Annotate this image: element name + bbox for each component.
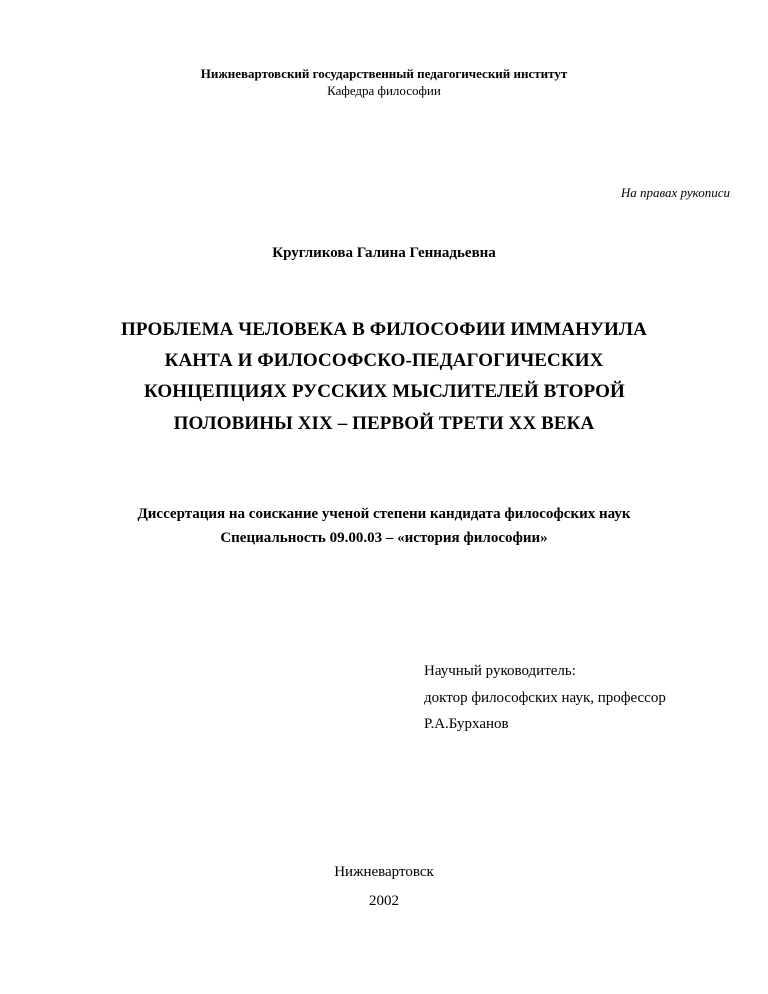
- specialty-statement: Специальность 09.00.03 – «история философии»: [220, 530, 548, 546]
- title-line: КАНТА И ФИЛОСОФСКО-ПЕДАГОГИЧЕСКИХ: [164, 350, 604, 371]
- city: Нижневартовск: [334, 864, 434, 880]
- department-name: Кафедра философии: [327, 83, 441, 98]
- author-name: Кругликова Галина Геннадьевна: [272, 245, 496, 261]
- degree-statement: Диссертация на соискание ученой степени кандидата философских наук: [137, 506, 631, 522]
- title-line: КОНЦЕПЦИЯХ РУССКИХ МЫСЛИТЕЛЕЙ ВТОРОЙ: [144, 381, 625, 402]
- advisor-credentials: доктор философских наук, профессор: [424, 690, 666, 706]
- year: 2002: [369, 893, 399, 909]
- advisor-name: Р.А.Бурханов: [424, 716, 509, 732]
- title-line: ПРОБЛЕМА ЧЕЛОВЕКА В ФИЛОСОФИИ ИММАНУИЛА: [121, 319, 647, 340]
- title-line: ПОЛОВИНЫ XIX – ПЕРВОЙ ТРЕТИ XX ВЕКА: [173, 413, 595, 434]
- institute-name: Нижневартовский государственный педагогический институт: [200, 66, 568, 81]
- advisor-label: Научный руководитель:: [424, 663, 576, 679]
- manuscript-note: На правах рукописи: [620, 185, 730, 200]
